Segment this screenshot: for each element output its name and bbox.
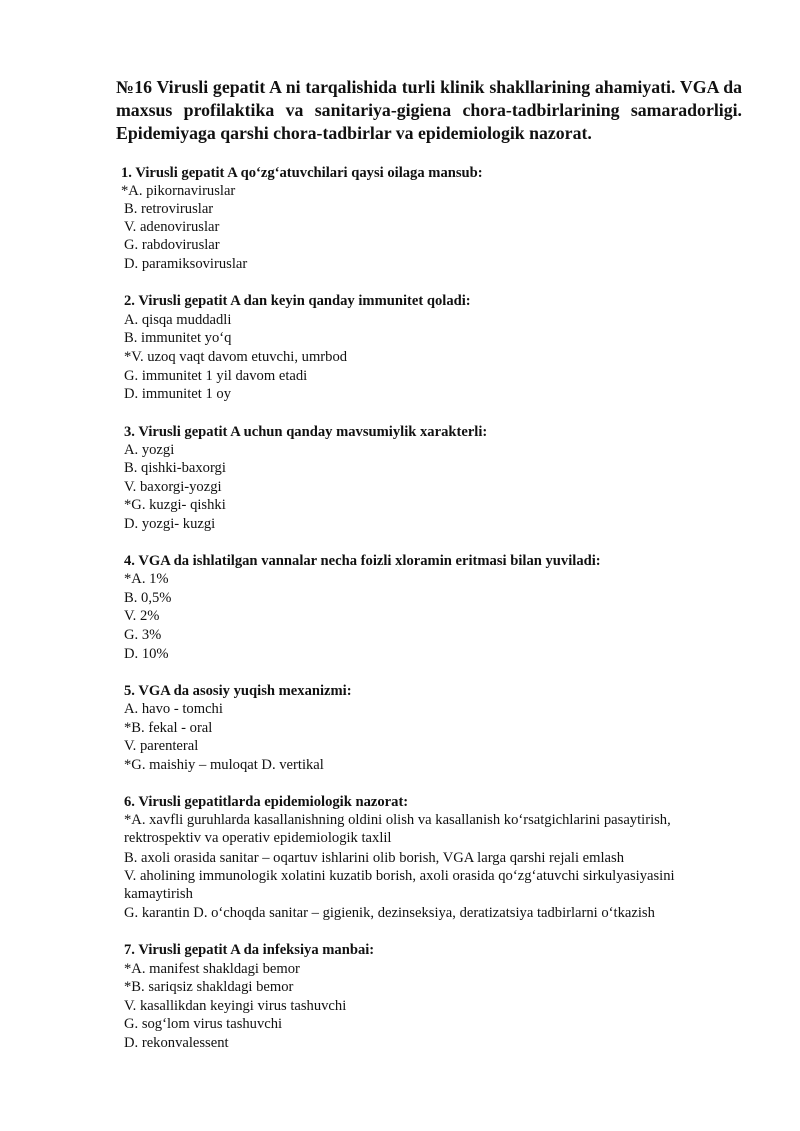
answer-option: G. immunitet 1 yil davom etadi (124, 368, 308, 384)
answer-option: D. 10% (124, 646, 169, 662)
answer-option: *G. maishiy – muloqat D. vertikal (124, 757, 324, 773)
question-5-text: 5. VGA da asosiy yuqish mexanizmi: (124, 683, 352, 699)
answer-option: V. 2% (124, 608, 160, 624)
answer-option: B. immunitet yo‘q (124, 330, 232, 346)
answer-option: *V. uzoq vaqt davom etuvchi, umrbod (124, 349, 348, 365)
answer-option: B. 0,5% (124, 590, 172, 606)
answer-option: V. adenoviruslar (124, 219, 220, 235)
answer-option: A. qisqa muddadli (124, 312, 232, 328)
question-6-text: 6. Virusli gepatitlarda epidemiologik nazorat: (124, 794, 409, 810)
question-4-text: 4. VGA da ishlatilgan vannalar necha foizli xloramin eritmasi bilan yuviladi: (124, 553, 601, 569)
answer-option: D. yozgi- kuzgi (124, 516, 216, 532)
question-2-text: 2. Virusli gepatit A dan keyin qanday immunitet qoladi: (124, 293, 471, 309)
answer-option: A. yozgi (124, 442, 175, 458)
answer-option: G. rabdoviruslar (124, 237, 220, 253)
answer-option: *A. xavfli guruhlarda kasallanishning oldini olish va kasallanish ko‘rsatgichlarini pasaytirish, rektrospektiv va operativ epidemiologik taxlil (124, 812, 671, 846)
answer-option: *A. pikornaviruslar (121, 183, 236, 199)
answer-option: V. parenteral (124, 738, 199, 754)
answer-option: B. axoli orasida sanitar – oqartuv ishlarini olib borish, VGA larga qarshi rejali emlash (124, 850, 625, 866)
answer-option: D. immunitet 1 oy (124, 386, 232, 402)
answer-option: *G. kuzgi- qishki (124, 497, 226, 513)
answer-option: D. rekonvalessent (124, 1035, 229, 1051)
answer-option: *B. sariqsiz shakldagi bemor (124, 979, 294, 995)
answer-option: V. baxorgi-yozgi (124, 479, 222, 495)
answer-option: V. kasallikdan keyingi virus tashuvchi (124, 998, 347, 1014)
question-7-text: 7. Virusli gepatit A da infeksiya manbai: (124, 942, 375, 958)
answer-option: B. retroviruslar (124, 201, 214, 217)
answer-option: *B. fekal - oral (124, 720, 213, 736)
answer-option: D. paramiksoviruslar (124, 256, 248, 272)
answer-option: V. aholining immunologik xolatini kuzatib borish, axoli orasida qo‘zg‘atuvchi sirkulyasiyasini kamaytirish (124, 868, 675, 902)
page-title: №16 Virusli gepatit A ni tarqalishida turli klinik shakllarining ahamiyati. VGA da maxsus profilaktika va sanitariya-gigiena chora-tadbirlarining samaradorligi. Epidemiyaga qarshi chora-tadbirlar va epidemiologik nazorat. (116, 77, 742, 143)
answer-option: *A. manifest shakldagi bemor (124, 961, 300, 977)
answer-option: *A. 1% (124, 571, 169, 587)
answer-option: G. 3% (124, 627, 162, 643)
answer-option: G. karantin D. o‘choqda sanitar – gigienik, dezinseksiya, deratizatsiya tadbirlarni o‘tkazish (124, 905, 655, 921)
answer-option: B. qishki-baxorgi (124, 460, 226, 476)
question-3-text: 3. Virusli gepatit A uchun qanday mavsumiylik xarakterli: (124, 424, 488, 440)
answer-option: A. havo - tomchi (124, 701, 223, 717)
question-1-text: 1. Virusli gepatit A qo‘zg‘atuvchilari qaysi oilaga mansub: (121, 165, 483, 181)
answer-option: G. sog‘lom virus tashuvchi (124, 1016, 283, 1032)
